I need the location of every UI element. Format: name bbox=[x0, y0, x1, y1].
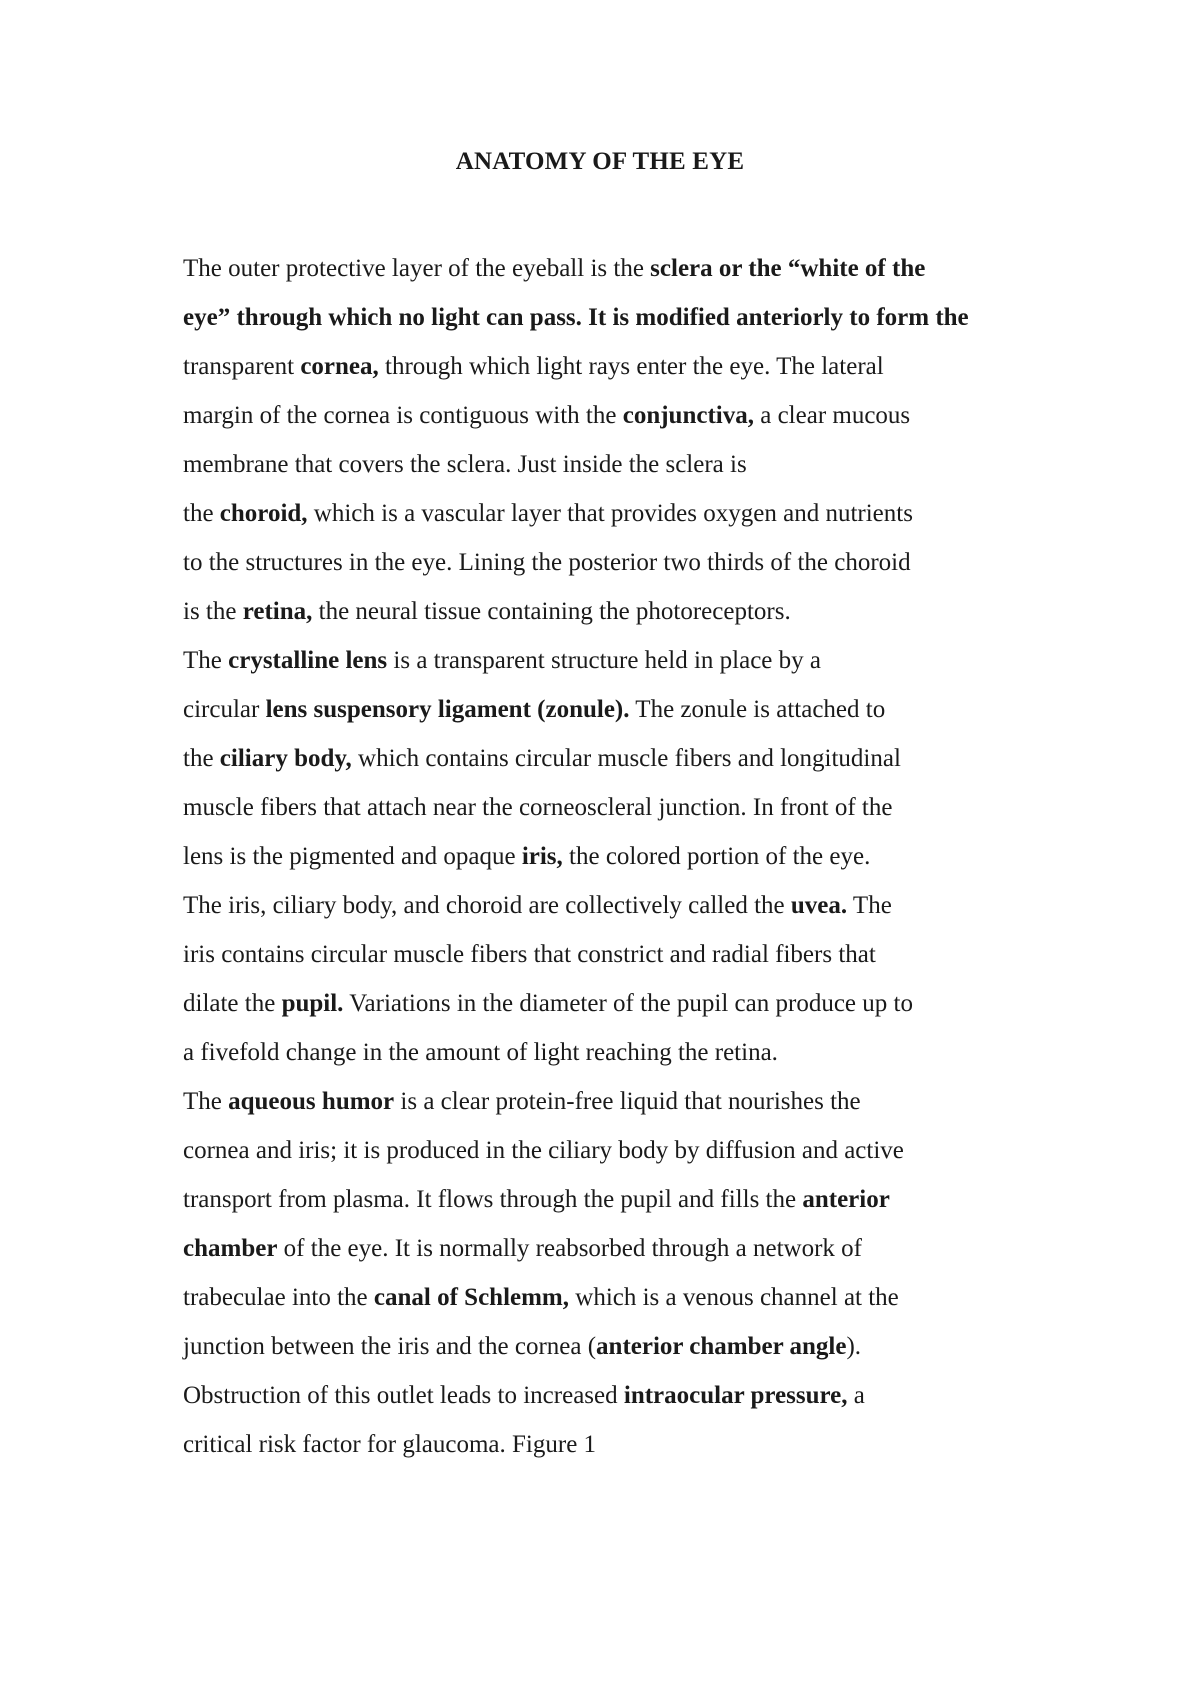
bold-term: pupil. bbox=[281, 990, 344, 1017]
text-run: The outer protective layer of the eyeball is the bbox=[183, 255, 651, 282]
bold-term: intraocular pressure, bbox=[623, 1382, 848, 1409]
text-run: iris contains circular muscle fibers that constrict and radial fibers that bbox=[183, 941, 876, 968]
text-run: The bbox=[183, 1088, 229, 1115]
text-run: is a clear protein-free liquid that nourishes the bbox=[394, 1088, 861, 1115]
text-run: transport from plasma. It flows through the pupil and fills the bbox=[183, 1186, 803, 1213]
text-line bbox=[183, 1077, 1043, 1126]
bold-term: ciliary body, bbox=[219, 745, 352, 772]
bold-term: retina, bbox=[242, 598, 313, 625]
bold-term: aqueous humor bbox=[228, 1088, 395, 1115]
text-run: The zonule is attached to bbox=[629, 696, 886, 723]
text-line bbox=[183, 489, 1043, 538]
bold-term: conjunctiva, bbox=[622, 402, 754, 429]
document-body bbox=[183, 244, 1043, 1469]
bold-term: canal of Schlemm, bbox=[373, 1284, 570, 1311]
text-run: the bbox=[183, 500, 220, 527]
bold-term: sclera or the “white of the bbox=[650, 255, 926, 282]
document-title: ANATOMY OF THE EYE bbox=[455, 148, 745, 175]
text-run: circular bbox=[183, 696, 266, 723]
bold-term: crystalline lens bbox=[228, 647, 388, 674]
text-run: ). bbox=[846, 1333, 862, 1360]
text-line bbox=[183, 538, 1043, 587]
text-line bbox=[183, 685, 1043, 734]
bold-term: lens suspensory ligament (zonule). bbox=[265, 696, 630, 723]
bold-term: anterior chamber angle bbox=[596, 1333, 847, 1360]
text-line bbox=[183, 440, 1043, 489]
text-line bbox=[183, 1028, 1043, 1077]
bold-term: uvea. bbox=[790, 892, 848, 919]
text-run: lens is the pigmented and opaque bbox=[183, 843, 522, 870]
text-line bbox=[183, 342, 1043, 391]
text-run: a bbox=[847, 1382, 865, 1409]
text-run: transparent bbox=[183, 353, 301, 380]
text-run: membrane that covers the sclera. Just inside the sclera is bbox=[183, 451, 747, 478]
text-line bbox=[183, 1322, 1043, 1371]
text-line bbox=[183, 1175, 1043, 1224]
bold-term: chamber bbox=[183, 1235, 278, 1262]
text-line bbox=[183, 979, 1043, 1028]
text-run: cornea and iris; it is produced in the ciliary body by diffusion and active bbox=[183, 1137, 904, 1164]
text-run: is a transparent structure held in place by a bbox=[387, 647, 822, 674]
text-line bbox=[183, 391, 1043, 440]
text-line bbox=[183, 1371, 1043, 1420]
text-line bbox=[183, 930, 1043, 979]
text-line bbox=[183, 881, 1043, 930]
text-run: which is a vascular layer that provides oxygen and nutrients bbox=[307, 500, 913, 527]
text-run: the colored portion of the eye. bbox=[562, 843, 871, 870]
text-run: which is a venous channel at the bbox=[569, 1284, 899, 1311]
text-run: the neural tissue containing the photoreceptors. bbox=[312, 598, 791, 625]
text-run: to the structures in the eye. Lining the posterior two thirds of the choroid bbox=[183, 549, 911, 576]
text-run: dilate the bbox=[183, 990, 282, 1017]
text-run: The iris, ciliary body, and choroid are collectively called the bbox=[183, 892, 791, 919]
text-run: is the bbox=[183, 598, 243, 625]
text-line bbox=[183, 832, 1043, 881]
bold-term: choroid, bbox=[219, 500, 308, 527]
text-run: junction between the iris and the cornea ( bbox=[183, 1333, 597, 1360]
text-line bbox=[183, 1224, 1043, 1273]
text-run: muscle fibers that attach near the corneoscleral junction. In front of the bbox=[183, 794, 893, 821]
text-run: Variations in the diameter of the pupil can produce up to bbox=[343, 990, 913, 1017]
text-line bbox=[183, 244, 1043, 293]
text-line bbox=[183, 783, 1043, 832]
text-line bbox=[183, 1420, 1043, 1469]
text-line bbox=[183, 1126, 1043, 1175]
text-line bbox=[183, 587, 1043, 636]
text-run: through which light rays enter the eye. The lateral bbox=[378, 353, 884, 380]
text-run: of the eye. It is normally reabsorbed through a network of bbox=[277, 1235, 862, 1262]
text-line bbox=[183, 293, 1043, 342]
text-run: the bbox=[183, 745, 220, 772]
text-run: The bbox=[183, 647, 229, 674]
text-run: which contains circular muscle fibers and longitudinal bbox=[351, 745, 901, 772]
bold-term: iris, bbox=[521, 843, 563, 870]
text-line bbox=[183, 1273, 1043, 1322]
text-run: critical risk factor for glaucoma. Figure 1 bbox=[183, 1431, 597, 1458]
bold-term: anterior bbox=[802, 1186, 890, 1213]
text-line bbox=[183, 636, 1043, 685]
text-line bbox=[183, 734, 1043, 783]
bold-term: cornea, bbox=[300, 353, 379, 380]
text-run: Obstruction of this outlet leads to increased bbox=[183, 1382, 624, 1409]
bold-term: eye” through which no light can pass. It is modified anteriorly to form the bbox=[183, 304, 969, 331]
text-run: margin of the cornea is contiguous with the bbox=[183, 402, 623, 429]
text-run: The bbox=[847, 892, 892, 919]
text-run: a clear mucous bbox=[753, 402, 911, 429]
text-run: a fivefold change in the amount of light reaching the retina. bbox=[183, 1039, 778, 1066]
text-run: trabeculae into the bbox=[183, 1284, 374, 1311]
